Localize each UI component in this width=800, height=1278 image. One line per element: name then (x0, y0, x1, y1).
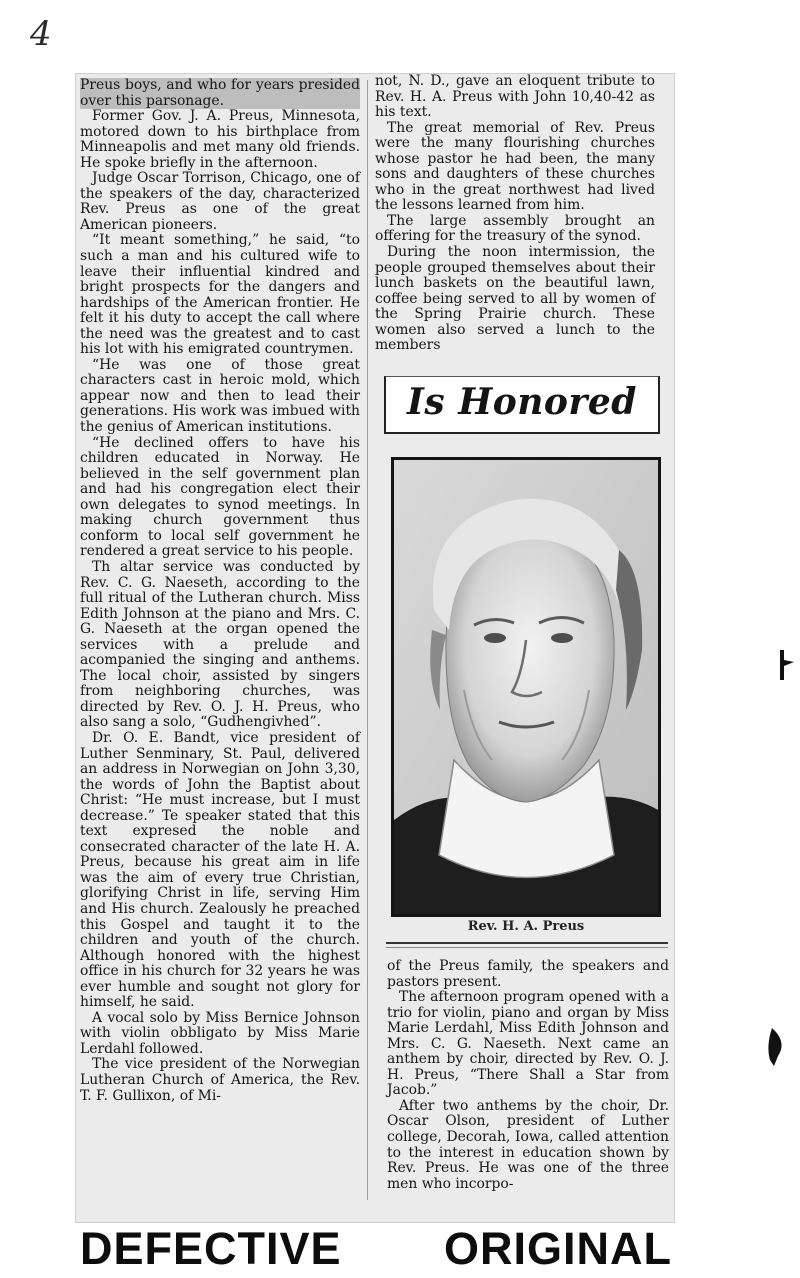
paragraph: “He declined offers to have his children educated in Norway. He believed in the self government plan and had his congregation elect their own delegates to synod meetings. In making church government thus conform to local self government he rendered a great service to his people. (80, 434, 360, 560)
paragraph: Dr. O. E. Bandt, vice president of Luther Senminary, St. Paul, delivered an address in Norwegian on John 3,30, the words of John the Baptist about Christ: “He must increase, but I must decrease.” Te speaker stated that this text expresed the noble and consecrated character of the late H. A. Preus, because his great aim in life was the aim of every true Christian, glorifying Christ in life, serving Him and His church. Zealously he preached this Gospel and taught it to the children and youth of the church. Although honored with the highest office in his church for 32 years he was ever humble and sought not glory for himself, he said. (80, 729, 360, 1011)
caption-rule-thin (386, 947, 668, 948)
photo-caption: Rev. H. A. Preus (467, 919, 585, 934)
paragraph: “He was one of those great characters cast in heroic mold, which appear now and then to lead their generations. His work was imbued with the genius of American institutions. (80, 356, 360, 436)
page-number: 4 (30, 14, 52, 54)
portrait-photo (391, 457, 661, 917)
right-bottom-column (387, 959, 669, 1192)
paragraph: Th altar service was conducted by Rev. C. G. Naeseth, according to the full ritual of the Lutheran church. Miss Edith Johnson at the piano and Mrs. C. G. Naeseth at the organ opened the services with a prelude and acompanied the singing and anthems. The local choir, assisted by singers from neighboring churches, was directed by Rev. O. J. H. Preus, who also sang a solo, “Gudhengivhed”. (80, 558, 360, 731)
defective-original-stamp (80, 1224, 672, 1274)
paragraph: The great memorial of Rev. Preus were the many flourishing churches whose pastor he had been, the many sons and daughters of these churches who in the great northwest had lived the lessons learned from him. (375, 119, 655, 214)
headline: Is Honored (407, 381, 637, 423)
paragraph: The afternoon program opened with a trio for violin, piano and organ by Miss Marie Lerdahl, Miss Edith Johnson and Mrs. C. G. Naeseth. Next came an anthem by choir, directed by Rev. O. J. H. Preus, “There Shall a Star from Jacob.” (387, 989, 669, 1099)
stamp-word-original: ORIGINAL (444, 1223, 672, 1274)
paragraph: Judge Oscar Torrison, Chicago, one of the speakers of the day, characterized Rev. Preus as one of the great American pioneers. (80, 170, 360, 233)
paragraph: The vice president of the Norwegian Lutheran Church of America, the Rev. T. F. Gullixon, of Mi- (80, 1056, 360, 1104)
stamp-word-defective: DEFECTIVE (80, 1223, 342, 1274)
paragraph: A vocal solo by Miss Bernice Johnson with violin obbligato by Miss Marie Lerdahl followed. (80, 1009, 360, 1057)
paragraph: After two anthems by the choir, Dr. Oscar Olson, president of Luther college, Decorah, Iowa, called attention to the interest in education shown by Rev. Preus. He was one of the three men who incorpo- (387, 1097, 669, 1192)
portrait-image (394, 460, 658, 914)
caption-rule (386, 942, 668, 944)
paragraph: not, N. D., gave an eloquent tribute to Rev. H. A. Preus with John 10,40-42 as his text. (375, 73, 655, 121)
scan-mark-icon (772, 648, 794, 682)
scan-mark-icon (762, 1026, 788, 1068)
left-column (80, 78, 360, 1104)
paragraph: During the noon intermission, the people grouped themselves about their lunch baskets on the beautiful lawn, coffee being served to all by women of the Spring Prairie church. These women also served a lunch to the members (375, 244, 655, 354)
paragraph: The large assembly brought an offering for the treasury of the synod. (375, 212, 655, 245)
paragraph: Preus boys, and who for years presided over this parsonage. (80, 77, 360, 109)
paragraph: “It meant something,” he said, “to such a man and his cultured wife to leave their influential kindred and bright prospects for the dangers and hardships of the American frontier. He felt it his duty to accept the call where the need was the greatest and to cast his lot with his emigrated countrymen. (80, 232, 360, 358)
column-divider (367, 80, 368, 1200)
right-top-column (375, 74, 655, 354)
headline-box (384, 376, 660, 434)
paragraph: Former Gov. J. A. Preus, Minnesota, motored down to his birthplace from Minneapolis and met many old friends. He spoke briefly in the afternoon. (80, 108, 360, 171)
paragraph: of the Preus family, the speakers and pastors present. (387, 958, 669, 990)
